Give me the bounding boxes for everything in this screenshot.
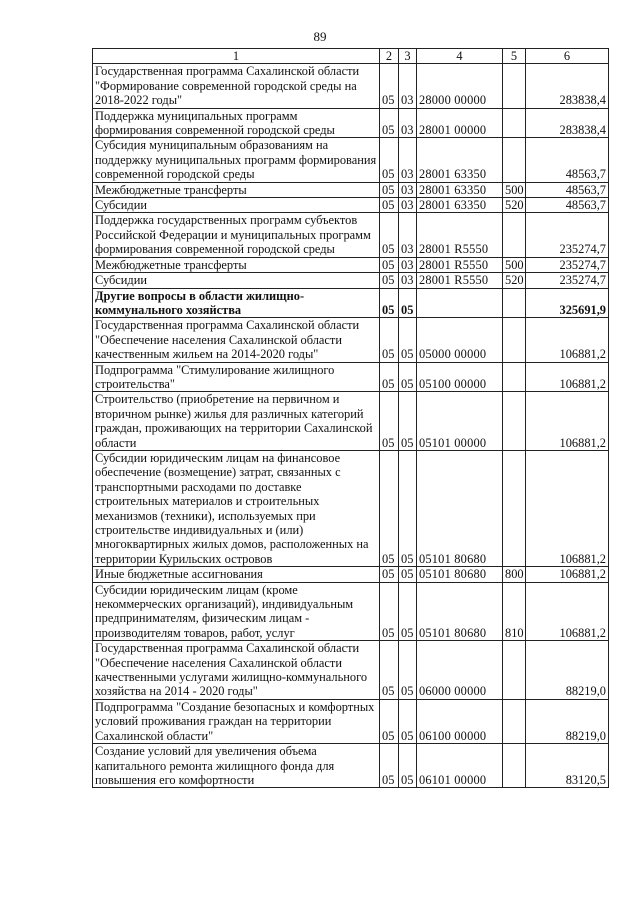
subsection-code: 05 [399, 362, 417, 392]
section-code: 05 [380, 257, 399, 272]
line-item-name: Подпрограмма "Создание безопасных и комфортных условий проживания граждан на территории Сахалинской области" [93, 699, 380, 743]
target-article-code: 28001 R5550 [417, 213, 503, 257]
subsection-code: 03 [399, 64, 417, 108]
expense-type-code [503, 392, 526, 451]
column-header: 1 [93, 49, 380, 64]
table-row [93, 641, 609, 700]
subsection-code: 05 [399, 699, 417, 743]
expense-type-code: 810 [503, 582, 526, 641]
column-header: 5 [503, 49, 526, 64]
table-row [93, 182, 609, 197]
target-article-code: 05101 80680 [417, 582, 503, 641]
amount: 106881,2 [526, 450, 609, 566]
section-code: 05 [380, 450, 399, 566]
table-row [93, 213, 609, 257]
section-code: 05 [380, 182, 399, 197]
section-code: 05 [380, 273, 399, 288]
subsection-code: 03 [399, 138, 417, 182]
amount: 83120,5 [526, 744, 609, 788]
target-article-code: 06100 00000 [417, 699, 503, 743]
subsection-code: 05 [399, 641, 417, 700]
budget-table [92, 48, 609, 788]
table-row [93, 288, 609, 318]
expense-type-code [503, 641, 526, 700]
amount: 235274,7 [526, 273, 609, 288]
line-item-name: Поддержка государственных программ субъектов Российской Федерации и муниципальных программ формирования современной городской среды [93, 213, 380, 257]
target-article-code: 28001 63350 [417, 138, 503, 182]
section-code: 05 [380, 138, 399, 182]
amount: 106881,2 [526, 362, 609, 392]
section-code: 05 [380, 318, 399, 362]
subsection-code: 05 [399, 392, 417, 451]
target-article-code: 28001 00000 [417, 108, 503, 138]
expense-type-code [503, 318, 526, 362]
line-item-name: Иные бюджетные ассигнования [93, 567, 380, 582]
line-item-name: Другие вопросы в области жилищно-коммунального хозяйства [93, 288, 380, 318]
column-header: 2 [380, 49, 399, 64]
expense-type-code: 500 [503, 182, 526, 197]
target-article-code: 28001 63350 [417, 198, 503, 213]
section-code: 05 [380, 582, 399, 641]
line-item-name: Субсидия муниципальным образованиям на поддержку муниципальных программ формирования современной городской среды [93, 138, 380, 182]
target-article-code: 28001 R5550 [417, 257, 503, 272]
table-row [93, 567, 609, 582]
amount: 106881,2 [526, 392, 609, 451]
section-code: 05 [380, 108, 399, 138]
table-row [93, 108, 609, 138]
column-header: 3 [399, 49, 417, 64]
section-code: 05 [380, 641, 399, 700]
target-article-code: 28001 R5550 [417, 273, 503, 288]
amount: 88219,0 [526, 699, 609, 743]
table-row [93, 744, 609, 788]
line-item-name: Создание условий для увеличения объема капитального ремонта жилищного фонда для повышения его комфортности [93, 744, 380, 788]
subsection-code: 05 [399, 318, 417, 362]
subsection-code: 05 [399, 567, 417, 582]
table-row [93, 64, 609, 108]
amount: 235274,7 [526, 257, 609, 272]
amount: 235274,7 [526, 213, 609, 257]
target-article-code: 28000 00000 [417, 64, 503, 108]
section-code: 05 [380, 362, 399, 392]
amount: 48563,7 [526, 198, 609, 213]
amount: 283838,4 [526, 108, 609, 138]
table-row [93, 257, 609, 272]
amount: 88219,0 [526, 641, 609, 700]
section-code: 05 [380, 198, 399, 213]
line-item-name: Подпрограмма "Стимулирование жилищного строительства" [93, 362, 380, 392]
section-code: 05 [380, 288, 399, 318]
section-code: 05 [380, 213, 399, 257]
amount: 283838,4 [526, 64, 609, 108]
expense-type-code [503, 64, 526, 108]
section-code: 05 [380, 744, 399, 788]
line-item-name: Государственная программа Сахалинской области "Обеспечение населения Сахалинской области качественными услугами жилищно-коммунального хозяйства на 2014 - 2020 годы" [93, 641, 380, 700]
expense-type-code [503, 450, 526, 566]
target-article-code: 06000 00000 [417, 641, 503, 700]
line-item-name: Субсидии [93, 198, 380, 213]
line-item-name: Субсидии [93, 273, 380, 288]
target-article-code: 05101 00000 [417, 392, 503, 451]
expense-type-code [503, 699, 526, 743]
target-article-code [417, 288, 503, 318]
amount: 325691,9 [526, 288, 609, 318]
table-row [93, 392, 609, 451]
section-code: 05 [380, 567, 399, 582]
target-article-code: 05101 80680 [417, 450, 503, 566]
subsection-code: 05 [399, 582, 417, 641]
target-article-code: 05101 80680 [417, 567, 503, 582]
page-number: 89 [313, 29, 327, 44]
table-row [93, 362, 609, 392]
amount: 48563,7 [526, 138, 609, 182]
line-item-name: Государственная программа Сахалинской области "Формирование современной городской среды на 2018-2022 годы" [93, 64, 380, 108]
line-item-name: Государственная программа Сахалинской области "Обеспечение населения Сахалинской области качественным жильем на 2014-2020 годы" [93, 318, 380, 362]
section-code: 05 [380, 392, 399, 451]
expense-type-code [503, 362, 526, 392]
table-row [93, 318, 609, 362]
subsection-code: 03 [399, 198, 417, 213]
table-row [93, 450, 609, 566]
target-article-code: 06101 00000 [417, 744, 503, 788]
amount: 106881,2 [526, 582, 609, 641]
column-header: 4 [417, 49, 503, 64]
subsection-code: 03 [399, 108, 417, 138]
subsection-code: 05 [399, 744, 417, 788]
target-article-code: 28001 63350 [417, 182, 503, 197]
table-row [93, 273, 609, 288]
subsection-code: 03 [399, 257, 417, 272]
subsection-code: 03 [399, 273, 417, 288]
target-article-code: 05100 00000 [417, 362, 503, 392]
expense-type-code [503, 108, 526, 138]
line-item-name: Поддержка муниципальных программ формирования современной городской среды [93, 108, 380, 138]
line-item-name: Межбюджетные трансферты [93, 182, 380, 197]
table-row [93, 138, 609, 182]
amount: 106881,2 [526, 318, 609, 362]
table-row [93, 198, 609, 213]
amount: 106881,2 [526, 567, 609, 582]
column-header: 6 [526, 49, 609, 64]
expense-type-code: 800 [503, 567, 526, 582]
expense-type-code [503, 744, 526, 788]
subsection-code: 05 [399, 450, 417, 566]
line-item-name: Субсидии юридическим лицам (кроме некоммерческих организаций), индивидуальным предпринимателям, физическим лицам - производителям товаров, работ, услуг [93, 582, 380, 641]
table-row [93, 699, 609, 743]
expense-type-code [503, 288, 526, 318]
subsection-code: 03 [399, 213, 417, 257]
line-item-name: Субсидии юридическим лицам на финансовое обеспечение (возмещение) затрат, связанных с транспортными расходами по доставке строительных материалов и строительных механизмов (техники), используемых при строительстве индивидуальных и (или) многоквартирных жилых домов, расположенных на территории Курильских островов [93, 450, 380, 566]
section-code: 05 [380, 64, 399, 108]
target-article-code: 05000 00000 [417, 318, 503, 362]
expense-type-code [503, 213, 526, 257]
subsection-code: 05 [399, 288, 417, 318]
expense-type-code: 520 [503, 198, 526, 213]
expense-type-code [503, 138, 526, 182]
subsection-code: 03 [399, 182, 417, 197]
table-row [93, 582, 609, 641]
column-header-row [93, 49, 609, 64]
expense-type-code: 520 [503, 273, 526, 288]
expense-type-code: 500 [503, 257, 526, 272]
line-item-name: Межбюджетные трансферты [93, 257, 380, 272]
line-item-name: Строительство (приобретение на первичном и вторичном рынке) жилья для различных категорий граждан, проживающих на территории Сахалинской области [93, 392, 380, 451]
amount: 48563,7 [526, 182, 609, 197]
section-code: 05 [380, 699, 399, 743]
